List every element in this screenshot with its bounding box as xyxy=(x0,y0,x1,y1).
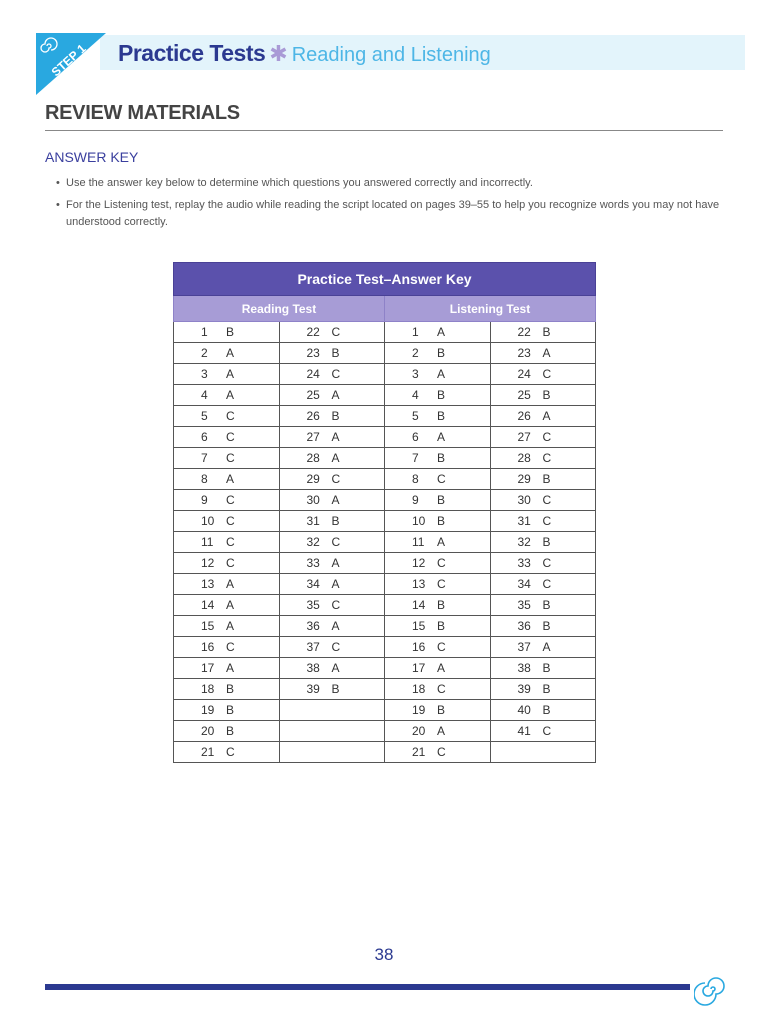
table-row xyxy=(174,616,596,637)
table-row xyxy=(174,490,596,511)
question-number: 2 xyxy=(412,346,419,360)
answer-cell xyxy=(279,595,385,616)
question-number: 20 xyxy=(201,724,215,738)
question-number: 10 xyxy=(201,514,215,528)
answer-letter: C xyxy=(331,472,341,486)
instruction-list xyxy=(56,175,726,236)
answer-letter: A xyxy=(437,661,446,675)
table-row xyxy=(174,700,596,721)
table-row xyxy=(174,553,596,574)
answer-letter: B xyxy=(331,409,340,423)
answer-letter: C xyxy=(331,640,341,654)
answer-cell xyxy=(279,469,385,490)
question-number: 39 xyxy=(306,682,320,696)
answer-cell xyxy=(279,721,385,742)
answer-cell xyxy=(279,343,385,364)
answer-letter: B xyxy=(226,682,235,696)
question-number: 38 xyxy=(517,661,531,675)
answer-cell xyxy=(174,532,280,553)
question-number: 25 xyxy=(517,388,531,402)
question-number: 27 xyxy=(306,430,320,444)
answer-letter: B xyxy=(542,619,551,633)
question-number: 41 xyxy=(517,724,531,738)
question-number: 11 xyxy=(412,535,425,549)
answer-cell xyxy=(385,427,491,448)
answer-letter: A xyxy=(542,409,551,423)
answer-cell xyxy=(174,637,280,658)
question-number: 21 xyxy=(412,745,426,759)
answer-letter: A xyxy=(331,430,340,444)
step-badge xyxy=(36,33,106,95)
table-row xyxy=(174,406,596,427)
question-number: 32 xyxy=(517,535,531,549)
answer-letter: B xyxy=(542,682,551,696)
question-number: 29 xyxy=(306,472,320,486)
question-number: 17 xyxy=(412,661,426,675)
answer-letter: A xyxy=(226,577,235,591)
question-number: 2 xyxy=(201,346,208,360)
answer-cell xyxy=(490,490,596,511)
question-number: 26 xyxy=(517,409,531,423)
answer-letter: B xyxy=(542,661,551,675)
question-number: 18 xyxy=(201,682,215,696)
answer-cell xyxy=(490,721,596,742)
answer-letter: C xyxy=(226,430,235,444)
instruction-text: For the Listening test, replay the audio while reading the script located on pages 39–55 to help you recognize words you may not have understood correctly. xyxy=(66,199,720,228)
answer-letter: A xyxy=(437,325,446,339)
answer-letter: A xyxy=(437,367,446,381)
answer-letter: C xyxy=(542,451,552,465)
question-number: 30 xyxy=(517,493,531,507)
answer-letter: B xyxy=(437,493,446,507)
answer-letter: A xyxy=(226,598,235,612)
answer-cell xyxy=(174,448,280,469)
answer-letter: B xyxy=(331,682,340,696)
answer-letter: C xyxy=(226,745,235,759)
question-number: 24 xyxy=(306,367,320,381)
table-row xyxy=(174,343,596,364)
question-number: 18 xyxy=(412,682,426,696)
answer-cell xyxy=(490,343,596,364)
question-number: 35 xyxy=(306,598,320,612)
question-number: 9 xyxy=(201,493,208,507)
answer-cell xyxy=(279,679,385,700)
answer-cell xyxy=(385,616,491,637)
question-number: 11 xyxy=(201,535,214,549)
header-title-main: Practice Tests xyxy=(118,40,266,66)
table-row xyxy=(174,385,596,406)
instruction-item: • For the Listening test, replay the audio while reading the script located on pages 39–55 to help you recognize words you may not have understood correctly. xyxy=(56,199,720,228)
question-number: 16 xyxy=(201,640,215,654)
answer-letter: B xyxy=(437,619,446,633)
answer-letter: A xyxy=(331,619,340,633)
answer-letter: C xyxy=(542,577,552,591)
answer-letter: B xyxy=(542,703,551,717)
question-number: 14 xyxy=(201,598,215,612)
answer-letter: C xyxy=(542,724,552,738)
question-number: 1 xyxy=(201,325,208,339)
answer-cell xyxy=(174,742,280,763)
answer-letter: B xyxy=(226,724,235,738)
answer-letter: B xyxy=(331,514,340,528)
question-number: 36 xyxy=(517,619,531,633)
answer-cell xyxy=(279,448,385,469)
answer-cell xyxy=(279,637,385,658)
question-number: 7 xyxy=(412,451,419,465)
question-number: 3 xyxy=(412,367,419,381)
table-row xyxy=(174,511,596,532)
answer-letter: B xyxy=(226,703,235,717)
answer-letter: B xyxy=(437,598,446,612)
answer-cell xyxy=(174,595,280,616)
answer-cell xyxy=(279,385,385,406)
answer-letter: C xyxy=(226,409,235,423)
header-star-separator: ✱ xyxy=(269,41,288,66)
answer-letter: A xyxy=(226,346,235,360)
question-number: 33 xyxy=(306,556,320,570)
answer-letter: A xyxy=(331,493,340,507)
question-number: 31 xyxy=(517,514,531,528)
answer-letter: A xyxy=(331,577,340,591)
table-row xyxy=(174,637,596,658)
question-number: 1 xyxy=(412,325,419,339)
answer-cell xyxy=(385,385,491,406)
question-number: 13 xyxy=(201,577,215,591)
answer-cell xyxy=(174,616,280,637)
answer-cell xyxy=(174,511,280,532)
answer-letter: A xyxy=(331,661,340,675)
answer-cell xyxy=(174,406,280,427)
answer-letter: C xyxy=(226,451,235,465)
question-number: 14 xyxy=(412,598,426,612)
table-row xyxy=(174,532,596,553)
question-number: 37 xyxy=(517,640,531,654)
answer-key-title: Practice Test–Answer Key xyxy=(174,263,596,296)
answer-cell xyxy=(385,679,491,700)
answer-letter: C xyxy=(226,514,235,528)
question-number: 5 xyxy=(412,409,419,423)
question-number: 22 xyxy=(306,325,320,339)
answer-letter: A xyxy=(331,451,340,465)
answer-cell xyxy=(385,658,491,679)
answer-letter: C xyxy=(331,535,341,549)
reading-test-header: Reading Test xyxy=(174,296,385,322)
answer-cell xyxy=(490,322,596,343)
answer-cell xyxy=(490,637,596,658)
answer-cell xyxy=(385,532,491,553)
table-row xyxy=(174,469,596,490)
answer-letter: C xyxy=(331,598,341,612)
answer-cell xyxy=(174,322,280,343)
answer-letter: B xyxy=(437,451,446,465)
answer-cell xyxy=(385,637,491,658)
answer-cell xyxy=(174,427,280,448)
question-number: 15 xyxy=(412,619,426,633)
question-number: 21 xyxy=(201,745,215,759)
answer-cell xyxy=(279,742,385,763)
answer-cell xyxy=(174,574,280,595)
question-number: 4 xyxy=(412,388,419,402)
answer-cell xyxy=(174,364,280,385)
question-number: 19 xyxy=(412,703,426,717)
table-row xyxy=(174,427,596,448)
answer-letter: C xyxy=(437,556,446,570)
answer-letter: B xyxy=(542,472,551,486)
question-number: 17 xyxy=(201,661,215,675)
question-number: 37 xyxy=(306,640,320,654)
question-number: 4 xyxy=(201,388,208,402)
answer-letter: C xyxy=(542,514,552,528)
table-row xyxy=(174,742,596,763)
answer-letter: A xyxy=(226,388,235,402)
answer-letter: C xyxy=(542,367,552,381)
question-number: 32 xyxy=(306,535,320,549)
answer-cell xyxy=(279,574,385,595)
answer-cell xyxy=(490,616,596,637)
answer-cell xyxy=(385,511,491,532)
answer-cell xyxy=(490,553,596,574)
question-number: 34 xyxy=(517,577,531,591)
answer-letter: B xyxy=(437,703,446,717)
answer-letter: B xyxy=(437,346,446,360)
answer-letter: C xyxy=(226,493,235,507)
question-number: 10 xyxy=(412,514,426,528)
question-number: 34 xyxy=(306,577,320,591)
question-number: 8 xyxy=(201,472,208,486)
answer-cell xyxy=(279,616,385,637)
answer-letter: A xyxy=(331,556,340,570)
question-number: 6 xyxy=(201,430,208,444)
question-number: 39 xyxy=(517,682,531,696)
answer-letter: C xyxy=(331,325,341,339)
answer-cell xyxy=(490,469,596,490)
table-row xyxy=(174,658,596,679)
answer-letter: A xyxy=(437,535,446,549)
answer-cell xyxy=(385,490,491,511)
answer-cell xyxy=(385,364,491,385)
answer-letter: B xyxy=(226,325,235,339)
answer-letter: C xyxy=(437,577,446,591)
answer-cell xyxy=(279,553,385,574)
answer-key-table xyxy=(173,262,596,763)
answer-letter: B xyxy=(542,598,551,612)
answer-letter: B xyxy=(542,535,551,549)
question-number: 25 xyxy=(306,388,320,402)
section-divider xyxy=(45,130,723,131)
question-number: 9 xyxy=(412,493,419,507)
answer-cell xyxy=(174,469,280,490)
answer-letter: C xyxy=(542,493,552,507)
question-number: 5 xyxy=(201,409,208,423)
header-title-subtitle: Reading and Listening xyxy=(291,44,491,66)
answer-cell xyxy=(385,742,491,763)
question-number: 33 xyxy=(517,556,531,570)
question-number: 38 xyxy=(306,661,320,675)
question-number: 12 xyxy=(412,556,426,570)
answer-cell xyxy=(174,679,280,700)
table-row xyxy=(174,322,596,343)
section-title: REVIEW MATERIALS xyxy=(45,102,240,124)
answer-cell xyxy=(490,595,596,616)
answer-letter: A xyxy=(542,640,551,654)
answer-letter: B xyxy=(437,388,446,402)
question-number: 35 xyxy=(517,598,531,612)
question-number: 16 xyxy=(412,640,426,654)
answer-letter: B xyxy=(331,346,340,360)
answer-cell xyxy=(174,385,280,406)
question-number: 8 xyxy=(412,472,419,486)
page-header-title xyxy=(118,38,491,68)
answer-cell xyxy=(279,322,385,343)
answer-letter: C xyxy=(331,367,341,381)
footer-rule xyxy=(45,984,690,990)
answer-cell xyxy=(279,700,385,721)
answer-cell xyxy=(385,343,491,364)
answer-cell xyxy=(279,658,385,679)
answer-cell xyxy=(490,532,596,553)
answer-letter: C xyxy=(437,472,446,486)
question-number: 28 xyxy=(306,451,320,465)
answer-cell xyxy=(385,595,491,616)
question-number: 28 xyxy=(517,451,531,465)
answer-key-body xyxy=(174,322,596,763)
answer-cell xyxy=(174,721,280,742)
answer-cell xyxy=(490,385,596,406)
answer-cell xyxy=(385,322,491,343)
answer-cell xyxy=(490,364,596,385)
table-row xyxy=(174,679,596,700)
answer-cell xyxy=(174,343,280,364)
question-number: 6 xyxy=(412,430,419,444)
table-row xyxy=(174,448,596,469)
answer-letter: C xyxy=(226,640,235,654)
answer-cell xyxy=(279,364,385,385)
subsection-title: ANSWER KEY xyxy=(45,149,139,165)
answer-cell xyxy=(174,490,280,511)
question-number: 36 xyxy=(306,619,320,633)
table-row xyxy=(174,595,596,616)
table-row xyxy=(174,364,596,385)
question-number: 26 xyxy=(306,409,320,423)
question-number: 30 xyxy=(306,493,320,507)
answer-cell xyxy=(490,511,596,532)
listening-test-header: Listening Test xyxy=(385,296,596,322)
answer-cell xyxy=(385,574,491,595)
question-number: 31 xyxy=(306,514,320,528)
answer-cell xyxy=(279,532,385,553)
answer-letter: A xyxy=(437,724,446,738)
answer-letter: B xyxy=(437,409,446,423)
answer-letter: B xyxy=(437,514,446,528)
question-number: 27 xyxy=(517,430,531,444)
answer-letter: C xyxy=(542,556,552,570)
answer-letter: A xyxy=(226,619,235,633)
answer-cell xyxy=(490,448,596,469)
answer-cell xyxy=(385,700,491,721)
answer-cell xyxy=(490,427,596,448)
answer-letter: C xyxy=(437,640,446,654)
answer-cell xyxy=(174,553,280,574)
answer-cell xyxy=(385,721,491,742)
answer-letter: C xyxy=(437,682,446,696)
answer-cell xyxy=(279,490,385,511)
question-number: 22 xyxy=(517,325,531,339)
answer-letter: A xyxy=(226,661,235,675)
question-number: 19 xyxy=(201,703,215,717)
answer-letter: A xyxy=(542,346,551,360)
answer-cell xyxy=(174,700,280,721)
answer-cell xyxy=(279,427,385,448)
spiral-icon xyxy=(694,972,728,1006)
answer-letter: A xyxy=(437,430,446,444)
instruction-item: • Use the answer key below to determine which questions you answered correctly and incorrectly. xyxy=(56,177,533,189)
answer-cell xyxy=(385,553,491,574)
question-number: 23 xyxy=(517,346,531,360)
answer-cell xyxy=(385,406,491,427)
question-number: 12 xyxy=(201,556,215,570)
answer-letter: A xyxy=(226,367,235,381)
table-row xyxy=(174,574,596,595)
answer-letter: B xyxy=(542,325,551,339)
answer-letter: A xyxy=(226,472,235,486)
answer-cell xyxy=(490,742,596,763)
question-number: 13 xyxy=(412,577,426,591)
answer-letter: C xyxy=(437,745,446,759)
question-number: 23 xyxy=(306,346,320,360)
answer-letter: C xyxy=(226,556,235,570)
answer-cell xyxy=(490,406,596,427)
answer-letter: C xyxy=(226,535,235,549)
answer-cell xyxy=(490,574,596,595)
question-number: 3 xyxy=(201,367,208,381)
answer-cell xyxy=(174,658,280,679)
answer-cell xyxy=(279,406,385,427)
answer-letter: B xyxy=(542,388,551,402)
answer-cell xyxy=(279,511,385,532)
step-badge-text: STEP 1 xyxy=(48,41,89,80)
question-number: 7 xyxy=(201,451,208,465)
page-number: 38 xyxy=(374,945,394,964)
table-row xyxy=(174,721,596,742)
answer-cell xyxy=(385,448,491,469)
question-number: 15 xyxy=(201,619,215,633)
question-number: 20 xyxy=(412,724,426,738)
question-number: 29 xyxy=(517,472,531,486)
answer-letter: C xyxy=(542,430,552,444)
answer-cell xyxy=(490,679,596,700)
answer-cell xyxy=(490,658,596,679)
answer-cell xyxy=(385,469,491,490)
answer-letter: A xyxy=(331,388,340,402)
question-number: 24 xyxy=(517,367,531,381)
instruction-text: Use the answer key below to determine which questions you answered correctly and incorrectly. xyxy=(66,177,533,189)
answer-cell xyxy=(490,700,596,721)
question-number: 40 xyxy=(517,703,531,717)
